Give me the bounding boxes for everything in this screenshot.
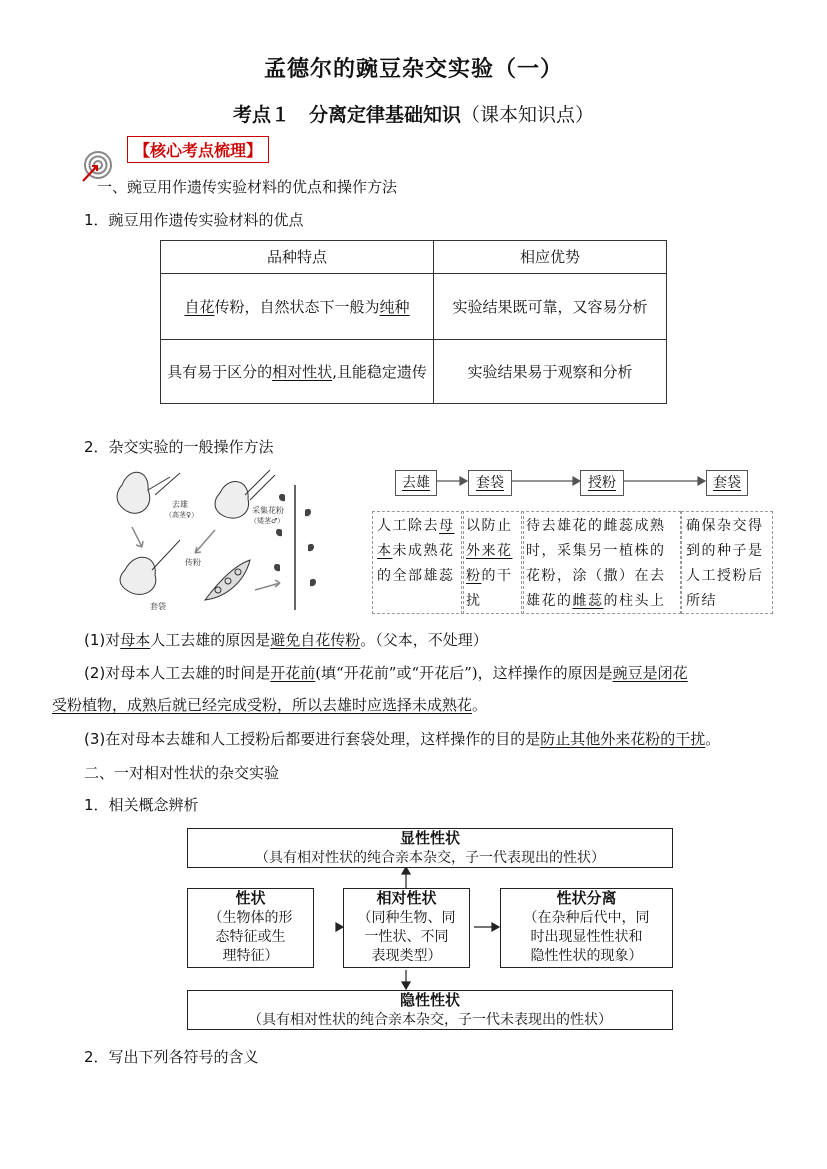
flow-arrows <box>393 468 753 498</box>
figure-label-bag: 套袋 <box>150 602 166 611</box>
section2-item2: 2．写出下列各符号的含义 <box>84 1048 259 1066</box>
concept-recessive-desc: （具有相对性状的纯合亲本杂交，子一代未表现出的性状） <box>248 1012 612 1028</box>
table-cell-feature-1: 自花传粉，自然状态下一般为纯种 <box>161 274 434 340</box>
para-3: (3)在对母本去雄和人工授粉后都要进行套袋处理，这样操作的目的是防止其他外来花粉的干扰。 <box>84 730 721 748</box>
para-2-line-1: (2)对母本人工去雄的时间是开花前(填“开花前”或“开花后”)，这样操作的原因是豌豆是闭花 <box>84 664 688 682</box>
core-points-badge: 【核心考点梳理】 <box>127 136 269 163</box>
figure-label-pollinate: 传粉 <box>185 558 201 567</box>
page-subtitle <box>0 100 827 127</box>
table-cell-advantage-1: 实验结果既可靠，又容易分析 <box>434 274 667 340</box>
table-cell-advantage-2: 实验结果易于观察和分析 <box>434 340 667 404</box>
concept-dominant-desc: （具有相对性状的纯合亲本杂交，子一代表现出的性状） <box>255 850 605 866</box>
flow-desc-2: 以防止外来花粉的干扰 <box>461 511 524 614</box>
concept-trait-box: 性状 （生物体的形 态特征或生 理特征） <box>187 888 314 968</box>
section1-item2: 2．杂交实验的一般操作方法 <box>84 438 274 456</box>
section1-heading: 一、豌豆用作遗传实验材料的优点和操作方法 <box>97 178 398 196</box>
concept-relative-box: 相对性状 （同种生物、同 一性状、不同 表现类型） <box>343 888 470 968</box>
section1-item1: 1．豌豆用作遗传实验材料的优点 <box>84 211 304 229</box>
flow-step-bag-2: 套袋 <box>706 470 748 496</box>
concept-segregation-box: 性状分离 （在杂种后代中，同 时出现显性性状和 隐性性状的现象） <box>500 888 673 968</box>
flow-step-emasculate: 去雄 <box>395 470 437 496</box>
flow-desc-4: 确保杂交得到的种子是人工授粉后所结 <box>681 511 773 614</box>
advantages-table <box>160 240 667 404</box>
figure-label-emasculate: 去雄 <box>172 500 188 509</box>
concept-dominant-title: 显性性状 <box>399 829 460 847</box>
subtitle-rest: （课本知识点） <box>461 104 595 126</box>
figure-label-male: （矮茎♂） <box>250 517 285 525</box>
flow-step-pollinate: 授粉 <box>580 470 624 496</box>
para-2-line-2: 受粉植物，成熟后就已经完成受粉，所以去雄时应选择未成熟花。 <box>52 696 488 714</box>
figure-label-collect: 采集花粉 <box>252 506 284 515</box>
table-header-advantage: 相应优势 <box>434 241 667 274</box>
flow-desc-3: 待去雄花的雌蕊成熟时，采集另一植株的花粉，涂（撒）在去雄花的雌蕊的柱头上 <box>521 511 681 614</box>
subtitle-bold: 考点１ 分离定律基础知识 <box>232 104 461 126</box>
concept-recessive-box <box>187 990 673 1030</box>
table-header-feature: 品种特点 <box>161 241 434 274</box>
concept-recessive-title: 隐性性状 <box>399 991 460 1009</box>
flow-desc-1: 人工除去母本未成熟花的全部雄蕊 <box>372 511 464 614</box>
pea-hybridization-figure <box>110 465 340 615</box>
section2-item1: 1．相关概念辨析 <box>84 796 199 814</box>
table-cell-feature-2: 具有易于区分的相对性状,且能稳定遗传 <box>161 340 434 404</box>
section2-heading: 二、一对相对性状的杂交实验 <box>84 764 280 782</box>
flow-step-bag-1: 套袋 <box>468 470 512 496</box>
page-title: 孟德尔的豌豆杂交实验（一） <box>263 56 563 82</box>
para-1: (1)对母本人工去雄的原因是避免自花传粉。（父本，不处理） <box>84 631 488 649</box>
concept-dominant-box <box>187 828 673 868</box>
figure-label-female: （高茎♀） <box>165 511 199 519</box>
